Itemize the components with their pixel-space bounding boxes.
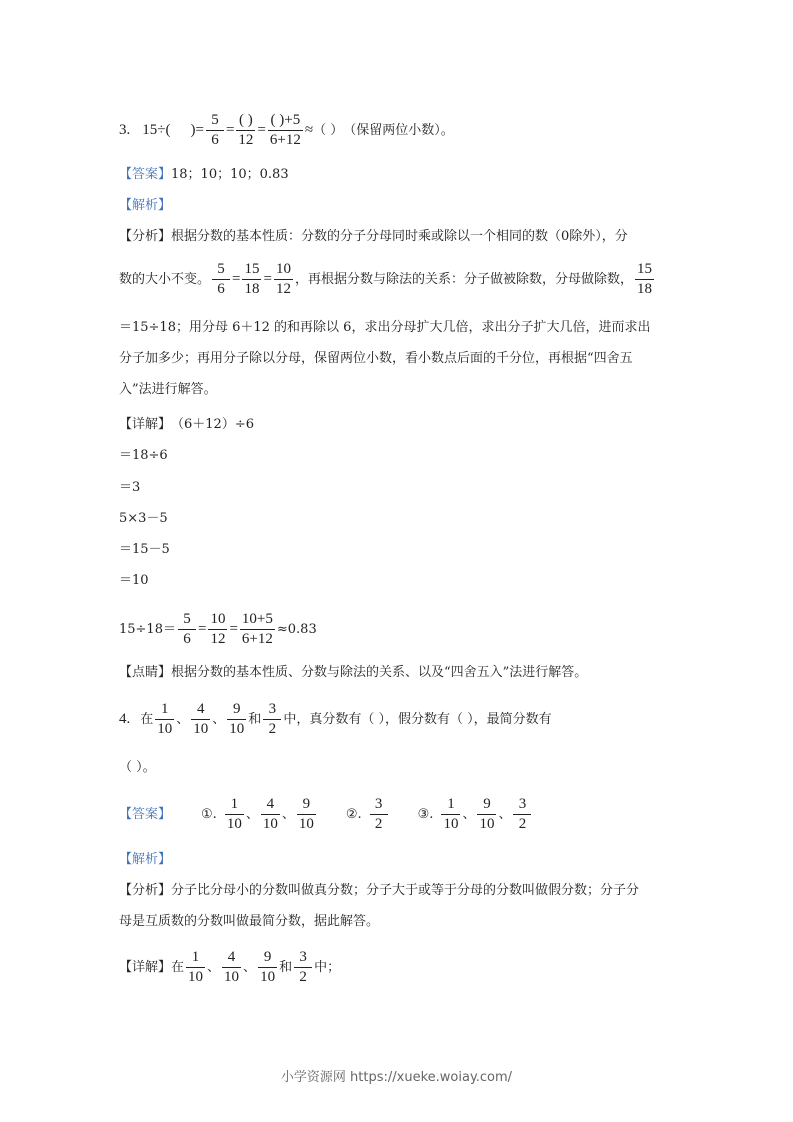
detail-label: 【详解】	[119, 417, 172, 432]
fraction: $\frac{1}{10}$	[157, 701, 173, 737]
fraction: $\frac{4}{10}$	[193, 701, 209, 737]
answer-label: 【答案】	[119, 167, 172, 182]
q3-detail-step-1: 【详解】 （6＋12）÷6	[119, 417, 254, 432]
fraction-blank: $\frac{( )+5}{6+12}$	[269, 112, 301, 148]
fraction: $\frac{9}{10}$	[298, 796, 314, 832]
fraction: $\frac{10}{12}$	[275, 261, 291, 297]
fraction: $\frac{1}{10}$	[226, 796, 242, 832]
q3-fenxi-line4: 分子加多少；再用分子除以分母，保留两位小数，看小数点后面的千分位，再根据“四舍五	[119, 351, 633, 366]
answer-blank: （ ）	[313, 123, 344, 139]
q4-detail: 【详解】 在 $\frac{1}{10}$ 、 $\frac{4}{10}$ 、 $\frac{9}{10}$ 和 $\frac{3}{2}$ 中；	[119, 949, 341, 985]
point-label: 【点睛】	[119, 665, 172, 680]
footer-watermark: 小学资源网 https://xueke.woiay.com/	[280, 1070, 513, 1085]
fraction: $\frac{5}{6}$	[206, 113, 224, 149]
q4-fenxi-line2: 母是互质数的分数叫做最简分数，据此解答。	[119, 914, 380, 929]
fraction: $\frac{10}{12}$	[210, 611, 226, 647]
analysis-label: 【解析】	[119, 852, 172, 867]
q3-final-equation: 15÷18＝ $\frac{5}{6}$ = $\frac{10}{12}$ = $\frac{10+5}{6+12}$ ≈0.83	[119, 611, 317, 647]
q3-fenxi-line3: ＝15÷18；用分母 6＋12 的和再除以 6，求出分母扩大几倍，求出分子扩大几倍，进而求出	[119, 320, 651, 335]
fraction: $\frac{3}{2}$	[294, 950, 312, 986]
answer-text: 18；10；10；0.83	[171, 167, 289, 182]
q3-fenxi-line5: 入”法进行解答。	[119, 382, 217, 397]
fraction: $\frac{15}{18}$	[636, 261, 652, 297]
fenxi-label: 【分析】	[119, 229, 172, 244]
fraction: $\frac{15}{18}$	[244, 261, 260, 297]
q4-answer: 【答案】 ①. $\frac{1}{10}$ 、 $\frac{4}{10}$ 、 $\frac{9}{10}$ ②. $\frac{3}{2}$ ③. $\frac{1}{10}$ 、 $\frac{9}{10}$ 、 $\frac{3}{2}$	[119, 797, 533, 833]
fraction: $\frac{4}{10}$	[224, 949, 240, 985]
fraction: $\frac{10+5}{6+12}$	[241, 611, 273, 647]
fraction: $\frac{3}{2}$	[513, 797, 531, 833]
q4-stem-line2: （ ）。	[119, 760, 156, 775]
q3-detail-step-3: ＝3	[119, 480, 141, 495]
fenxi-label: 【分析】	[119, 883, 172, 898]
fraction-blank: $\frac{( )}{12}$	[238, 112, 254, 148]
fraction: $\frac{3}{2}$	[370, 797, 388, 833]
fraction: $\frac{9}{10}$	[479, 796, 495, 832]
q3-detail-step-6: ＝10	[119, 573, 149, 588]
fraction: $\frac{5}{6}$	[212, 262, 230, 298]
q3-detail-step-4: 5×3－5	[119, 511, 168, 526]
q4-fenxi-line1: 【分析】 分子比分母小的分数叫做真分数；分子大于或等于分母的分数叫做假分数；分子分	[119, 883, 640, 898]
detail-label: 【详解】	[119, 960, 172, 976]
q3-point: 【点睛】 根据分数的基本性质、分数与除法的关系、以及“四舍五入”法进行解答。	[119, 665, 588, 680]
fraction: $\frac{4}{10}$	[262, 796, 278, 832]
q3-detail-step-5: ＝15－5	[119, 542, 170, 557]
fraction: $\frac{3}{2}$	[263, 702, 281, 738]
q4-number: 4.	[119, 711, 131, 728]
fraction: $\frac{1}{10}$	[188, 949, 204, 985]
q3-number: 3.	[119, 122, 131, 139]
analysis-label: 【解析】	[119, 198, 172, 213]
q4-analysis-heading	[119, 853, 171, 866]
q3-fenxi-line2: 数的大小不变。 $\frac{5}{6}$ = $\frac{15}{18}$ = $\frac{10}{12}$ ，再根据分数与除法的关系：分子做被除数，分母做除数， $\frac{15}{18}$	[119, 261, 652, 297]
q3-stem: 3. 15÷( ) = $\frac{5}{6}$ = $\frac{( )}{12}$ = $\frac{( )+5}{6+12}$ ≈ （ ） （保留两位小数）。	[119, 112, 454, 148]
fraction: $\frac{9}{10}$	[260, 949, 276, 985]
q3-answer	[119, 168, 289, 181]
q3-detail-step-2: ＝18÷6	[119, 448, 168, 463]
q3-analysis-heading	[119, 199, 171, 212]
answer-label: 【答案】	[119, 807, 172, 823]
fraction: $\frac{5}{6}$	[178, 612, 196, 648]
fraction: $\frac{1}{10}$	[443, 796, 459, 832]
q4-stem: 4. 在 $\frac{1}{10}$ 、 $\frac{4}{10}$ 、 $\frac{9}{10}$ 和 $\frac{3}{2}$ 中，真分数有（ ），假分数有（ ），最简分数有	[119, 701, 552, 737]
q3-fenxi-line1: 【分析】 根据分数的基本性质：分数的分子分母同时乘或除以一个相同的数（0除外），分	[119, 229, 628, 244]
fraction: $\frac{9}{10}$	[229, 701, 245, 737]
